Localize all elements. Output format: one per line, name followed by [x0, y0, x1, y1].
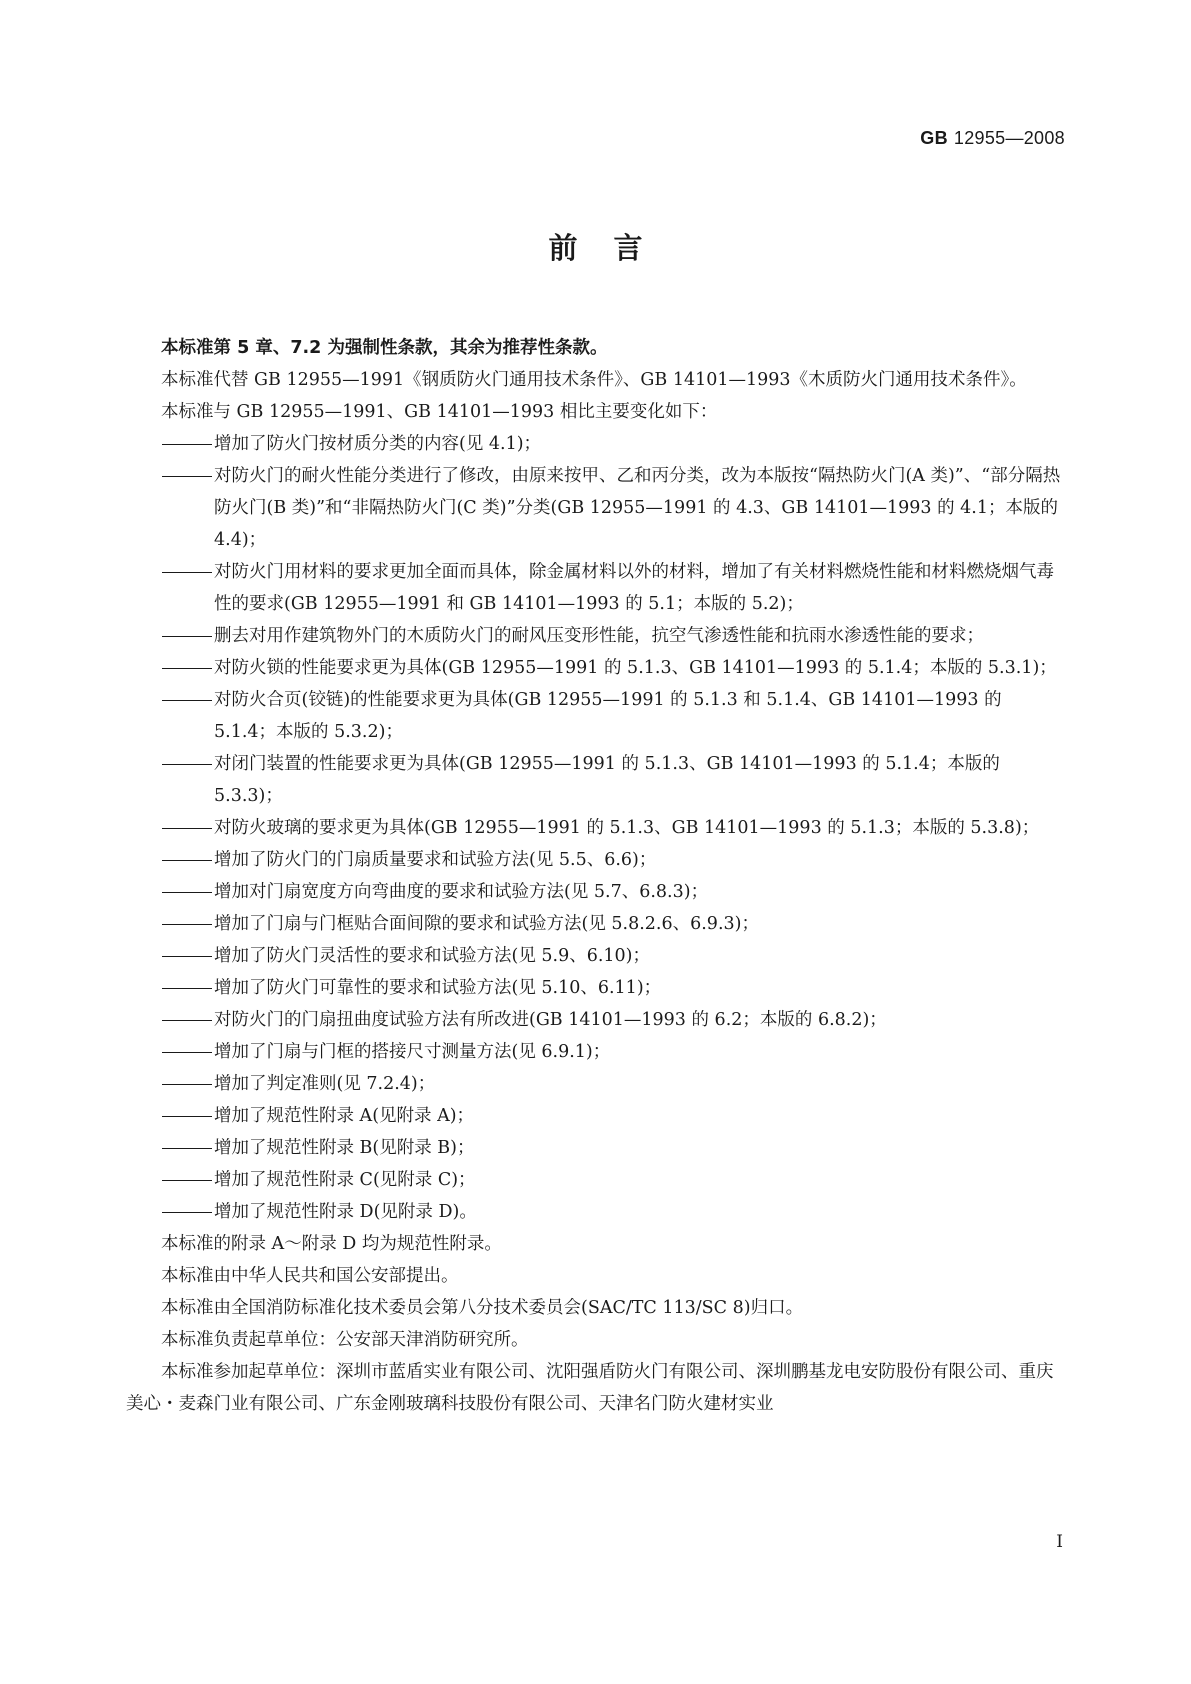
change-item-text: 增加了防火门按材质分类的内容(见 4.1)； — [214, 434, 542, 454]
proposer-paragraph: 本标准由中华人民共和国公安部提出。 — [161, 1266, 459, 1286]
change-item — [126, 940, 1066, 972]
changes-intro-paragraph: 本标准与 GB 12955—1991、GB 14101—1993 相比主要变化如下： — [161, 402, 718, 422]
change-item-text: 增加了防火门的门扇质量要求和试验方法(见 5.5、6.6)； — [214, 850, 657, 870]
change-item-text: 增加了防火门可靠性的要求和试验方法(见 5.10、6.11)； — [214, 978, 662, 998]
change-item — [126, 1196, 1066, 1228]
change-item-text: 对防火合页(铰链)的性能要求更为具体(GB 12955—1991 的 5.1.3 和 5.1.4、GB 14101—1993 的 5.1.4；本版的 5.3.2)； — [214, 690, 1002, 742]
change-item — [126, 428, 1066, 460]
standard-code-prefix: GB — [920, 128, 948, 148]
change-item — [126, 684, 1066, 748]
change-item-text: 对防火门用材料的要求更加全面而具体，除金属材料以外的材料，增加了有关材料燃烧性能和材料燃烧烟气毒性的要求(GB 12955—1991 和 GB 14101—1993 的 5.1；本版的 5.2)； — [214, 562, 1054, 614]
change-item — [126, 652, 1066, 684]
change-item — [126, 620, 1066, 652]
change-item — [126, 812, 1066, 844]
change-item-text: 增加了规范性附录 B(见附录 B)； — [214, 1138, 475, 1158]
change-item — [126, 1004, 1066, 1036]
change-item-text: 删去对用作建筑物外门的木质防火门的耐风压变形性能，抗空气渗透性能和抗雨水渗透性能的要求； — [214, 626, 984, 646]
standard-code — [920, 128, 1065, 149]
change-item-text: 增加了防火门灵活性的要求和试验方法(见 5.9、6.10)； — [214, 946, 651, 966]
page-number: I — [1056, 1532, 1063, 1552]
mandatory-clause-paragraph: 本标准第 5 章、7.2 为强制性条款，其余为推荐性条款。 — [161, 338, 608, 358]
change-item — [126, 844, 1066, 876]
change-item-text: 增加了判定准则(见 7.2.4)； — [214, 1074, 436, 1094]
change-item-text: 增加了门扇与门框贴合面间隙的要求和试验方法(见 5.8.2.6、6.9.3)； — [214, 914, 759, 934]
change-item-text: 增加对门扇宽度方向弯曲度的要求和试验方法(见 5.7、6.8.3)； — [214, 882, 709, 902]
change-item — [126, 1100, 1066, 1132]
change-item — [126, 556, 1066, 620]
change-item — [126, 908, 1066, 940]
drafter-paragraph: 本标准负责起草单位：公安部天津消防研究所。 — [161, 1330, 529, 1350]
page-title: 前言 — [548, 231, 679, 265]
change-item-text: 对防火门的耐火性能分类进行了修改，由原来按甲、乙和丙分类，改为本版按“隔热防火门(A 类)”、“部分隔热防火门(B 类)”和“非隔热防火门(C 类)”分类(GB 12955—1991 的 4.3、GB 14101—1993 的 4.1；本版的 4.4)； — [214, 466, 1061, 550]
change-item-text: 对防火玻璃的要求更为具体(GB 12955—1991 的 5.1.3、GB 14101—1993 的 5.1.3；本版的 5.3.8)； — [214, 818, 1040, 838]
annex-paragraph: 本标准的附录 A～附录 D 均为规范性附录。 — [161, 1234, 502, 1254]
change-item — [126, 876, 1066, 908]
change-item-text: 增加了规范性附录 A(见附录 A)； — [214, 1106, 475, 1126]
committee-paragraph: 本标准由全国消防标准化技术委员会第八分技术委员会(SAC/TC 113/SC 8)归口。 — [161, 1298, 804, 1318]
change-item-text: 对闭门装置的性能要求更为具体(GB 12955—1991 的 5.1.3、GB 14101—1993 的 5.1.4；本版的 5.3.3)； — [214, 754, 1000, 806]
foreword-body — [126, 332, 1066, 1420]
change-item — [126, 972, 1066, 1004]
change-item-text: 增加了门扇与门框的搭接尺寸测量方法(见 6.9.1)； — [214, 1042, 611, 1062]
change-item — [126, 1164, 1066, 1196]
change-item — [126, 1036, 1066, 1068]
change-item — [126, 1132, 1066, 1164]
participants-paragraph: 本标准参加起草单位：深圳市蓝盾实业有限公司、沈阳强盾防火门有限公司、深圳鹏基龙电安防股份有限公司、重庆美心・麦森门业有限公司、广东金刚玻璃科技股份有限公司、天津名门防火建材实业 — [126, 1362, 1054, 1414]
change-item-text: 对防火门的门扇扭曲度试验方法有所改进(GB 14101—1993 的 6.2；本版的 6.8.2)； — [214, 1010, 887, 1030]
change-item-text: 增加了规范性附录 C(见附录 C)； — [214, 1170, 476, 1190]
standard-code-number: 12955—2008 — [953, 128, 1065, 148]
change-item — [126, 460, 1066, 556]
change-item-text: 对防火锁的性能要求更为具体(GB 12955—1991 的 5.1.3、GB 14101—1993 的 5.1.4；本版的 5.3.1)； — [214, 658, 1057, 678]
replacement-paragraph: 本标准代替 GB 12955—1991《钢质防火门通用技术条件》、GB 14101—1993《木质防火门通用技术条件》。 — [161, 370, 1027, 390]
change-item — [126, 748, 1066, 812]
change-item-text: 增加了规范性附录 D(见附录 D)。 — [214, 1202, 477, 1222]
change-item — [126, 1068, 1066, 1100]
